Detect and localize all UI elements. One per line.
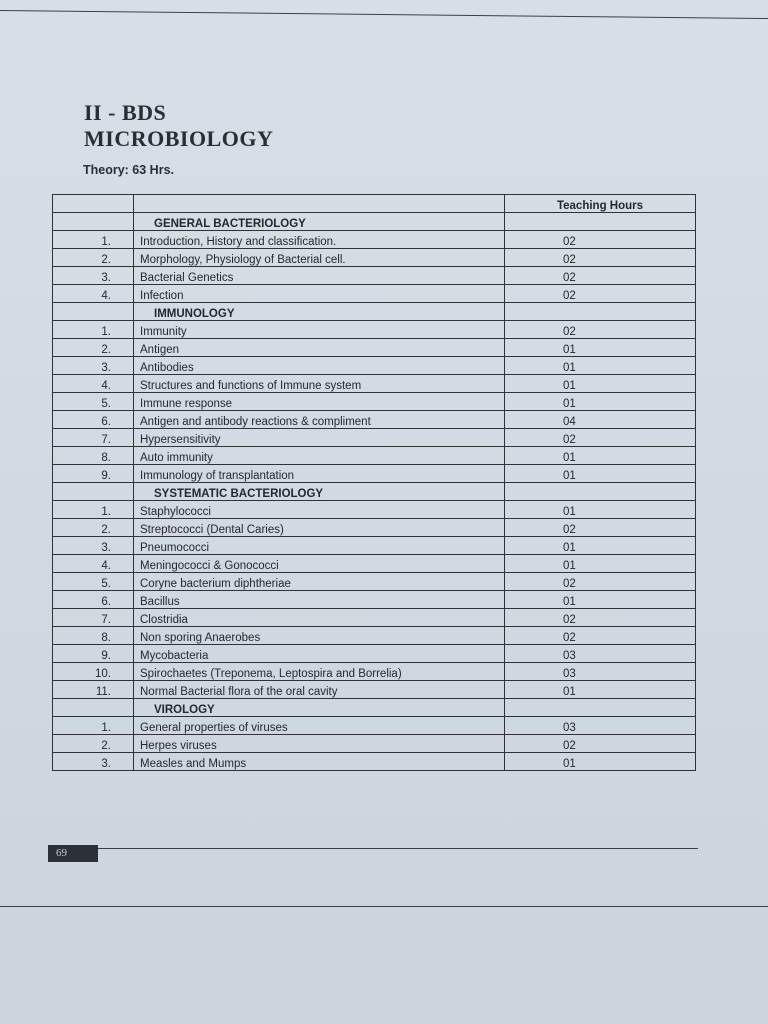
table-row: [53, 717, 696, 735]
section-blank-hours: [505, 699, 696, 717]
row-topic: Clostridia: [134, 609, 505, 627]
row-number: 2.: [53, 339, 134, 357]
row-hours: 02: [505, 249, 696, 267]
row-number: 3.: [53, 357, 134, 375]
row-topic: Immune response: [134, 393, 505, 411]
table-row: [53, 357, 696, 375]
table-row: [53, 321, 696, 339]
row-hours: 01: [505, 555, 696, 573]
table-row: [53, 393, 696, 411]
row-number: 1.: [53, 231, 134, 249]
row-topic: Antibodies: [134, 357, 505, 375]
section-header-row: [53, 213, 696, 231]
row-hours: 02: [505, 735, 696, 753]
header-blank-no: [53, 195, 134, 213]
table-row: [53, 519, 696, 537]
page-title: [84, 100, 273, 152]
table-row: [53, 339, 696, 357]
row-topic: Coryne bacterium diphtheriae: [134, 573, 505, 591]
row-topic: Bacterial Genetics: [134, 267, 505, 285]
row-hours: 02: [505, 285, 696, 303]
row-number: 2.: [53, 735, 134, 753]
row-number: 3.: [53, 753, 134, 771]
table-header-row: [53, 195, 696, 213]
section-blank-hours: [505, 213, 696, 231]
row-topic: Meningococci & Gonococci: [134, 555, 505, 573]
row-hours: 01: [505, 339, 696, 357]
row-hours: 04: [505, 411, 696, 429]
row-topic: Non sporing Anaerobes: [134, 627, 505, 645]
table-row: [53, 645, 696, 663]
page-number: 69: [48, 845, 98, 862]
table-row: [53, 285, 696, 303]
row-number: 3.: [53, 267, 134, 285]
row-hours: 01: [505, 393, 696, 411]
section-blank-no: [53, 483, 134, 501]
row-hours: 01: [505, 375, 696, 393]
row-topic: Spirochaetes (Treponema, Leptospira and Borrelia): [134, 663, 505, 681]
row-hours: 01: [505, 537, 696, 555]
row-hours: 01: [505, 753, 696, 771]
teaching-hours-header: Teaching Hours: [505, 195, 696, 213]
row-topic: Immunology of transplantation: [134, 465, 505, 483]
row-number: 7.: [53, 429, 134, 447]
section-header-row: [53, 303, 696, 321]
section-title: IMMUNOLOGY: [134, 303, 505, 321]
row-hours: 02: [505, 321, 696, 339]
table-row: [53, 735, 696, 753]
table-row: [53, 609, 696, 627]
row-number: 2.: [53, 249, 134, 267]
row-number: 9.: [53, 645, 134, 663]
row-hours: 01: [505, 465, 696, 483]
row-topic: Introduction, History and classification.: [134, 231, 505, 249]
table-row: [53, 429, 696, 447]
row-number: 8.: [53, 447, 134, 465]
row-hours: 03: [505, 663, 696, 681]
row-topic: Auto immunity: [134, 447, 505, 465]
row-hours: 03: [505, 645, 696, 663]
row-topic: Streptococci (Dental Caries): [134, 519, 505, 537]
header-blank-topic: [134, 195, 505, 213]
row-hours: 01: [505, 591, 696, 609]
table-row: [53, 231, 696, 249]
table-row: [53, 267, 696, 285]
row-hours: 02: [505, 429, 696, 447]
table-row: [53, 447, 696, 465]
row-topic: Antigen and antibody reactions & compliment: [134, 411, 505, 429]
section-blank-no: [53, 303, 134, 321]
section-blank-no: [53, 699, 134, 717]
syllabus-table: [52, 194, 696, 771]
top-rule: [0, 10, 768, 19]
section-blank-no: [53, 213, 134, 231]
table-row: [53, 663, 696, 681]
row-topic: Herpes viruses: [134, 735, 505, 753]
row-topic: Measles and Mumps: [134, 753, 505, 771]
row-hours: 02: [505, 627, 696, 645]
row-number: 6.: [53, 591, 134, 609]
row-topic: Pneumococci: [134, 537, 505, 555]
row-hours: 02: [505, 609, 696, 627]
row-topic: Structures and functions of Immune system: [134, 375, 505, 393]
row-topic: General properties of viruses: [134, 717, 505, 735]
table-row: [53, 573, 696, 591]
row-topic: Bacillus: [134, 591, 505, 609]
table-row: [53, 537, 696, 555]
row-number: 4.: [53, 555, 134, 573]
row-number: 4.: [53, 285, 134, 303]
footer-rule: [98, 848, 698, 849]
row-number: 11.: [53, 681, 134, 699]
row-topic: Staphylococci: [134, 501, 505, 519]
table-row: [53, 555, 696, 573]
table-row: [53, 591, 696, 609]
row-number: 5.: [53, 393, 134, 411]
row-number: 4.: [53, 375, 134, 393]
row-hours: 02: [505, 267, 696, 285]
table-row: [53, 681, 696, 699]
table-row: [53, 627, 696, 645]
row-hours: 01: [505, 501, 696, 519]
row-number: 8.: [53, 627, 134, 645]
row-number: 6.: [53, 411, 134, 429]
row-number: 1.: [53, 717, 134, 735]
row-hours: 02: [505, 231, 696, 249]
syllabus-table-container: [52, 194, 696, 771]
row-topic: Infection: [134, 285, 505, 303]
title-line-2: MICROBIOLOGY: [84, 126, 274, 151]
row-number: 9.: [53, 465, 134, 483]
row-topic: Immunity: [134, 321, 505, 339]
row-hours: 01: [505, 681, 696, 699]
section-title: SYSTEMATIC BACTERIOLOGY: [134, 483, 505, 501]
row-number: 1.: [53, 501, 134, 519]
row-topic: Morphology, Physiology of Bacterial cell.: [134, 249, 505, 267]
row-topic: Hypersensitivity: [134, 429, 505, 447]
section-title: VIROLOGY: [134, 699, 505, 717]
row-hours: 03: [505, 717, 696, 735]
section-blank-hours: [505, 303, 696, 321]
table-row: [53, 501, 696, 519]
row-number: 3.: [53, 537, 134, 555]
row-hours: 01: [505, 357, 696, 375]
row-number: 10.: [53, 663, 134, 681]
row-topic: Mycobacteria: [134, 645, 505, 663]
row-topic: Antigen: [134, 339, 505, 357]
table-row: [53, 375, 696, 393]
row-number: 5.: [53, 573, 134, 591]
section-title: GENERAL BACTERIOLOGY: [134, 213, 505, 231]
table-row: [53, 465, 696, 483]
table-row: [53, 753, 696, 771]
section-blank-hours: [505, 483, 696, 501]
row-topic: Normal Bacterial flora of the oral cavity: [134, 681, 505, 699]
table-row: [53, 249, 696, 267]
row-hours: 01: [505, 447, 696, 465]
row-number: 2.: [53, 519, 134, 537]
table-row: [53, 411, 696, 429]
row-number: 7.: [53, 609, 134, 627]
row-hours: 02: [505, 519, 696, 537]
section-header-row: [53, 483, 696, 501]
row-hours: 02: [505, 573, 696, 591]
bottom-rule: [0, 906, 768, 907]
title-line-1: II - BDS: [84, 100, 167, 125]
theory-hours: Theory: 63 Hrs.: [83, 163, 175, 177]
section-header-row: [53, 699, 696, 717]
row-number: 1.: [53, 321, 134, 339]
